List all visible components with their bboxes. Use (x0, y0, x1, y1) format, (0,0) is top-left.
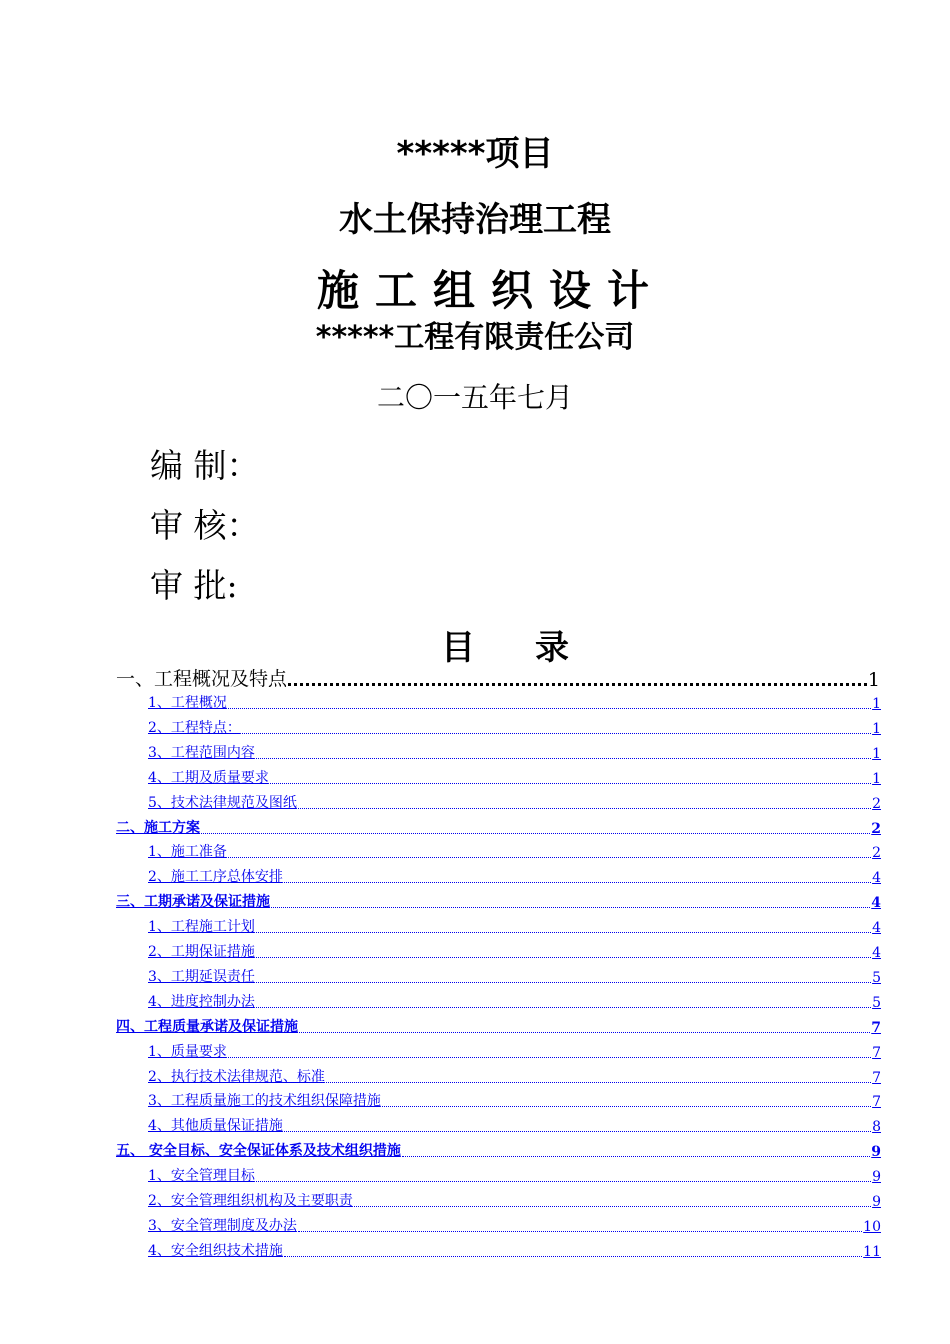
toc-entry-label: 4、安全组织技术措施 (148, 1242, 283, 1259)
toc-leader-dots (256, 957, 871, 958)
toc-entry-page-number: 10 (863, 1218, 881, 1235)
toc-entry-label: 四、工程质量承诺及保证措施 (116, 1018, 298, 1035)
toc-entry-page-number: 1 (867, 669, 880, 691)
toc-entry-page-number: 9 (872, 1194, 881, 1210)
toc-leader-dots (382, 1106, 871, 1107)
toc-entry-label: 2、施工工序总体安排 (148, 869, 283, 886)
toc-entry-label: 二、施工方案 (116, 819, 200, 836)
toc-leader-dots (326, 1082, 871, 1083)
toc-leader-dots (299, 1032, 870, 1033)
toc-entry[interactable] (116, 1016, 881, 1036)
toc-entry[interactable] (148, 742, 881, 762)
toc-entry-label: 1、工程施工计划 (148, 919, 255, 936)
toc-entry-label: 3、工期延误责任 (148, 968, 255, 985)
toc-entry[interactable] (148, 1115, 881, 1135)
toc-entry[interactable] (148, 717, 881, 737)
toc-entry-label: 一、工程概况及特点 (116, 668, 288, 690)
toc-entry-label: 3、工程范围内容 (148, 744, 255, 761)
toc-entry-label: 5、技术法律规范及图纸 (148, 794, 297, 811)
toc-entry[interactable] (148, 1066, 881, 1086)
toc-entry-page-number: 4 (871, 895, 881, 912)
toc-entry[interactable] (148, 1215, 881, 1235)
toc-leader-dots (270, 783, 871, 784)
toc-entry[interactable] (148, 1041, 881, 1061)
toc-entry-label: 1、质量要求 (148, 1043, 227, 1060)
toc-entry-page-number: 1 (872, 696, 881, 712)
toc-entry[interactable] (148, 966, 881, 986)
toc-leader-dots (298, 808, 871, 809)
toc-entry-label: 三、工期承诺及保证措施 (116, 894, 270, 911)
toc-entry-page-number: 7 (872, 1044, 881, 1061)
toc-leader-dots (228, 708, 871, 709)
toc-entry[interactable] (148, 1240, 881, 1260)
toc-entry-page-number: 9 (871, 1144, 881, 1161)
toc-leader-dots (284, 1131, 871, 1132)
toc-entry-page-number: 7 (871, 1019, 881, 1036)
toc-entry-page-number: 2 (871, 820, 881, 837)
toc-entry-page-number: 1 (872, 720, 881, 737)
toc-entry-label: 1、工程概况 (148, 695, 227, 711)
toc-entry-label: 2、工期保证措施 (148, 944, 255, 960)
document-date: 二〇一五年七月 (376, 381, 573, 414)
toc-entry-label: 2、执行技术法律规范、标准 (148, 1068, 325, 1085)
toc-leader-dots (288, 683, 867, 686)
document-title: 施工组织设计 (316, 266, 665, 315)
toc-entry[interactable] (148, 1090, 881, 1110)
toc-leader-dots (256, 1181, 871, 1182)
toc-entry[interactable] (148, 866, 881, 886)
toc-entry-page-number: 5 (872, 969, 881, 986)
company-name: *****工程有限责任公司 (315, 320, 635, 355)
toc-entry-page-number: 4 (872, 945, 881, 961)
toc-leader-dots (256, 982, 871, 983)
toc-entry-page-number: 11 (863, 1243, 881, 1260)
toc-entry[interactable] (148, 792, 881, 812)
approved-by-label: 审 批: (150, 566, 238, 605)
toc-entry-label: 2、工程特点： (148, 719, 241, 736)
toc-entry-page-number: 4 (872, 870, 881, 887)
toc-entry[interactable] (116, 817, 881, 837)
toc-entry-page-number: 2 (872, 845, 881, 862)
toc-entry-label: 4、工期及质量要求 (148, 769, 269, 786)
toc-entry[interactable] (148, 916, 881, 936)
toc-entry-page-number: 8 (872, 1119, 881, 1136)
reviewed-by-label: 审 核： (150, 506, 260, 545)
toc-leader-dots (256, 1007, 871, 1008)
toc-entry[interactable] (116, 891, 881, 911)
toc-leader-dots (256, 758, 871, 759)
toc-entry[interactable] (148, 767, 881, 787)
toc-leader-dots (228, 857, 871, 858)
toc-entry-page-number: 5 (872, 994, 881, 1011)
toc-leader-dots (228, 1057, 871, 1058)
toc-entry-page-number: 2 (872, 795, 881, 812)
toc-entry-page-number: 1 (872, 770, 881, 787)
toc-entry[interactable] (148, 692, 881, 712)
toc-leader-dots (298, 1231, 862, 1232)
toc-entry-label: 五、 安全目标、安全保证体系及技术组织措施 (116, 1143, 401, 1160)
prepared-by-label: 编 制： (150, 446, 260, 485)
toc-entry[interactable] (148, 841, 881, 861)
toc-entry-label: 4、进度控制办法 (148, 993, 255, 1010)
toc-leader-dots (284, 882, 871, 883)
toc-entry-page-number: 4 (872, 920, 881, 937)
toc-entry-page-number: 7 (872, 1094, 881, 1111)
toc-entry[interactable] (148, 1190, 881, 1210)
toc-entry (116, 664, 880, 691)
toc-entry-label: 3、安全管理制度及办法 (148, 1217, 297, 1234)
toc-leader-dots (256, 932, 871, 933)
toc-entry-label: 2、安全管理组织机构及主要职责 (148, 1193, 353, 1209)
toc-entry-page-number: 9 (872, 1169, 881, 1186)
toc-entry[interactable] (148, 1165, 881, 1185)
document-subtitle: 水土保持治理工程 (339, 200, 611, 240)
toc-entry-label: 3、工程质量施工的技术组织保障措施 (148, 1093, 381, 1110)
toc-entry[interactable] (148, 941, 881, 961)
toc-leader-dots (201, 833, 870, 834)
project-name: *****项目 (396, 134, 554, 174)
toc-title: 目录 (441, 628, 629, 668)
toc-leader-dots (402, 1156, 870, 1157)
toc-entry-page-number: 1 (872, 745, 881, 762)
toc-leader-dots (242, 733, 871, 734)
toc-entry-label: 1、安全管理目标 (148, 1168, 255, 1185)
toc-entry-label: 4、其他质量保证措施 (148, 1118, 283, 1135)
toc-leader-dots (271, 907, 870, 908)
toc-entry-label: 1、施工准备 (148, 844, 227, 861)
toc-entry[interactable] (148, 991, 881, 1011)
toc-entry-page-number: 7 (872, 1069, 881, 1086)
toc-entry[interactable] (116, 1140, 881, 1160)
toc-leader-dots (354, 1206, 871, 1207)
toc-leader-dots (284, 1256, 862, 1257)
